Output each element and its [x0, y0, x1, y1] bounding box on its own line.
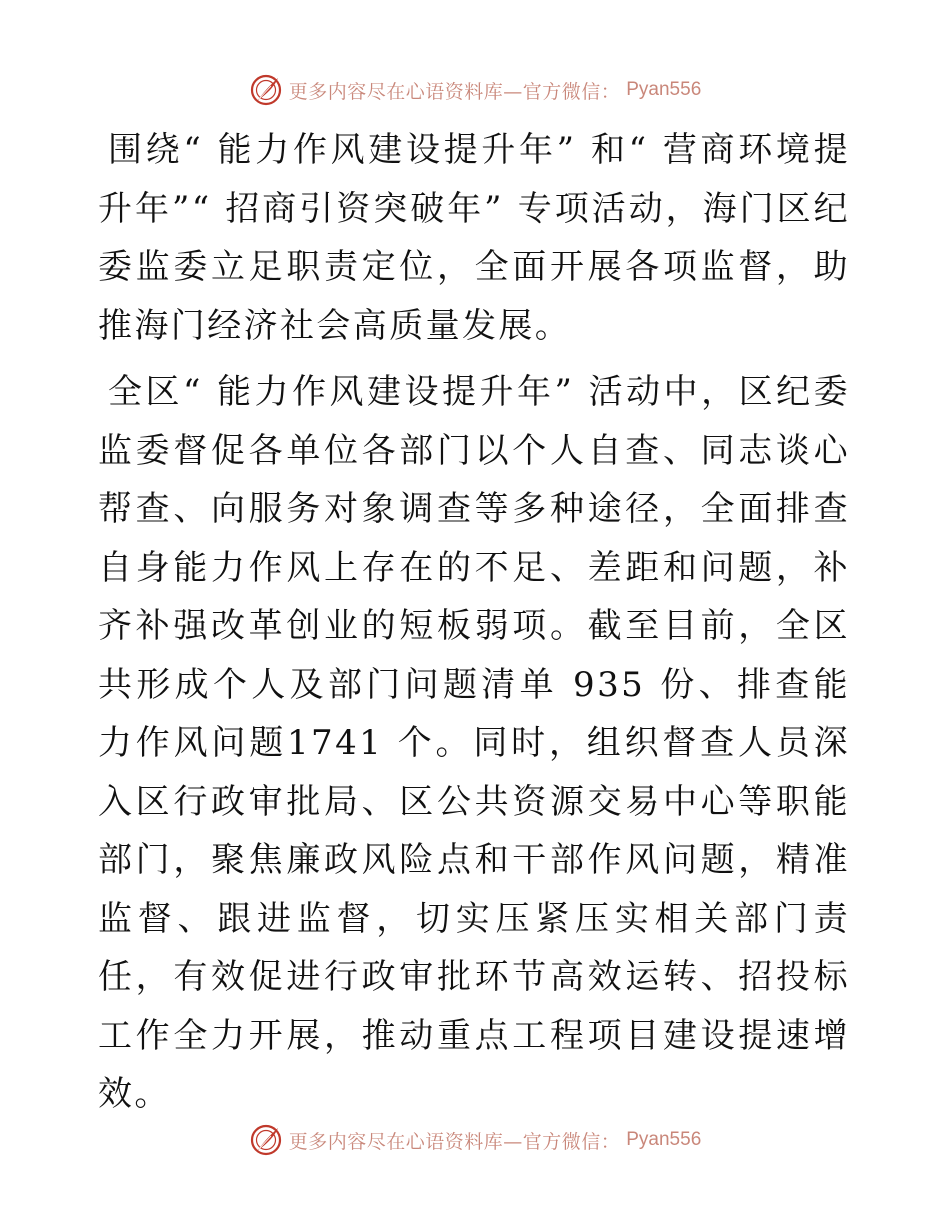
watermark-text: 更多内容尽在心语资料库—官方微信： — [288, 1130, 621, 1153]
feather-logo-icon — [249, 73, 283, 107]
feather-logo-icon — [249, 1123, 283, 1157]
watermark-wechat-id: Pyan556 — [626, 1129, 702, 1150]
document-body — [98, 121, 850, 1124]
watermark-text: 更多内容尽在心语资料库—官方微信： — [288, 80, 621, 103]
paragraph-1: 围绕“ 能力作风建设提升年” 和“ 营商环境提升年”“ 招商引资突破年” 专项活动，海门区纪委监委立足职责定位，全面开展各项监督，助推海门经济社会高质量发展。 — [98, 130, 850, 346]
watermark-wechat-id: Pyan556 — [626, 79, 702, 100]
footer-watermark — [0, 1120, 950, 1160]
header-watermark — [0, 70, 950, 110]
paragraph-2: 全区“ 能力作风建设提升年” 活动中，区纪委监委督促各单位各部门以个人自查、同志谈心帮查、向服务对象调查等多种途径，全面排查自身能力作风上存在的不足、差距和问题，补齐补强改革创业的短板弱项。截至目前，全区共形成个人及部门问题清单 935 份、排查能力作风问题1741 个。同时，组织督查人员深入区行政审批局、区公共资源交易中心等职能部门，聚焦廉政风险点和干部作风问题，精准监督、跟进监督，切实压紧压实相关部门责任，有效促进行政审批环节高效运转、招投标工作全力开展，推动重点工程项目建设提速增效。 — [98, 372, 850, 1114]
